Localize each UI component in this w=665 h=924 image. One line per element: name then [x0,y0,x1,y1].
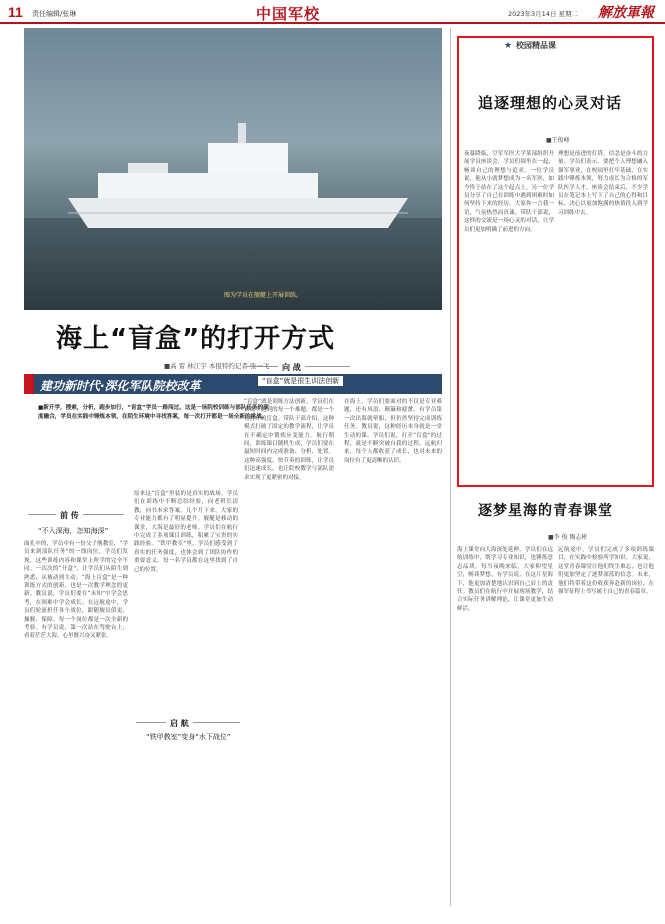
box-author: ■王俊峰 [546,137,570,144]
article-column-1: 面孔中的，学员中有一份父子舰教室，“学员来到部队任务”的一线岗位，学员们发现，这些训练内容和课堂上所学的完全不同。一次次的“开盒”，让学员们从陌生到熟悉，从被动到主动。“海上盲盒”是一种训练方式的创新，也是一次教学理念的更新。教员说，学员们要在“未知”中学会思考，在困难中学会成长。在远航途中，学员们轮流担任各个战位，跟随舰员值更、操舰、保障，每一个岗位都是一次全新的考验。有学员说，第一次站在驾驶台上，看着茫茫大海，心里既兴奋又紧张。 [24,541,128,640]
article-column-4: 在海上，学员们要面对的不仅是专业难题，还有风浪、颠簸和疲惫。有学员第一次出海就晕船，但仍然坚持完成训练任务。教员说，这种经历本身就是一堂生动的课。学员们说，打开“盲盒”的过程，就是不断突破自我的过程。远航归来，每个人都收获了成长，也对未来的岗位有了更清晰的认识。 [344,399,442,464]
main-headline: 海上“盲盒”的打开方式 [56,324,336,354]
column-banner [24,374,442,394]
subhead-qihang-quote: “铁甲教室”变身“水下战位” [142,732,235,742]
article-column-2: 原来这“盲盒”里装的是真实的战场。学员们在训练中不断总结经验，向老班长请教，向书本求答案。几个月下来，大家的专业能力都有了明显提升。舰艇是移动的课堂，大海是最好的老师。学员们在航行中完成了多项课目训练，积累了宝贵的实践经验。“铁甲教室”里，学员们感受到了真实的任务强度，也体会到了团队协作的重要意义。每一名学员都在这里找到了自己的位置。 [134,491,238,573]
article2-text-column-2: 远航途中，学员们完成了多项训练课目，在实践中检验所学知识。大家说，这堂青春课堂让他们终生难忘，也让他们更加坚定了逐梦深蓝的信念。未来，他们将带着这份收获奔赴新的岗位，在强军征程上书写属于自己的青春篇章。 [558,547,654,596]
star-icon: ★ [504,41,513,51]
ship-illustration [58,118,428,238]
subhead-qianzhuan: 前 传 [56,510,83,521]
box-tag: 校园精品课 [516,41,556,50]
page-number: 11 [8,4,23,20]
subhead-xiangzhan: 向 战 [278,362,305,373]
masthead [0,0,665,24]
subhead-qianzhuan-quote: “不入深海，怎知海深” [34,526,112,536]
article-column-3: “盲盒”就是训练方法创新。学员们在训练中遇到的每一个难题，都是一个待打开的盲盒。带队干部介绍，这种模式打破了固定的教学流程，让学员在不确定中锻炼应变能力。航行期间，训练课目随机生成，学员们要在最短时间内完成准备、分析、处置。这种高强度、快节奏的训练，让学员们迅速成长，也让院校教学与部队需求实现了更紧密的对接。 [244,399,334,481]
subhead-qihang: 启 航 [166,718,193,729]
article2-title: 逐梦星海的青春课堂 [478,503,613,519]
article2-text-column-1: 海上课堂向大海深处延伸。学员们在远航训练中，既学习专业知识，也锤炼意志品质。每当夜晚来临，大家仰望星空，畅谈梦想。有学员说，在这片星海下，他更加清楚地认识到自己肩上的责任。教员们在航行中开展现场教学，结合实际任务讲解理论，让课堂更加生动鲜活。 [457,547,553,612]
lead-paragraph: ■新开学，搜索，分析，跑步加行，“盲盒”学员一路闯过。这是一场院校训练与部队任务的深度融合，学员在实践中锤炼本领，在陌生环境中寻找答案，每一次打开都是一场全新的挑战。 [38,405,269,421]
main-byline: ■高 雷 林江宇 本报特约记者 张一飞 [164,362,270,370]
lead-photo [24,28,442,310]
issue-date: 2023年3月14日 星期二 [508,10,579,18]
box-text-column-1: 夜幕降临，空军军医大学某部组织开展学员座谈会，学员们围坐在一起，畅谈自己的理想与追求。一位学员说，他从小就梦想成为一名军医，如今终于站在了这个起点上。另一位学员分享了自己在训练中遇到困难时如何坚持下来的经历。大家你一言我一语，气氛热烈而真诚。带队干部说，这样的交流是一场心灵的对话，让学员们更加明确了前进的方向。 [464,151,554,233]
box-title: 追逐理想的心灵对话 [478,94,623,112]
article2-author: ■李 俊 陶志彬 [548,534,588,541]
subhead-xiangzhan-quote: “盲盒”就是很生训法创新 [258,376,343,386]
section-title: 中国军校 [256,5,321,23]
editor-credit: 责任编辑/张琳 [32,10,77,18]
photo-caption: 图为学员在舰艇上开展训练。 [224,292,303,299]
column-separator [450,28,451,906]
box-text-column-2: 理想是前进的灯塔，信念是奋斗的力量。学员们表示，要把个人理想融入强军事业，在校园里打牢基础，在实践中锤炼本领，努力成长为合格的军队医学人才。座谈会结束后，不少学员在笔记本上写下了自己的心得和目标，决心以更加饱满的热情投入到学习训练中去。 [558,151,648,216]
newspaper-logo: 解放軍報 [598,5,654,21]
banner-text: 建功新时代·深化军队院校改革 [40,379,201,393]
